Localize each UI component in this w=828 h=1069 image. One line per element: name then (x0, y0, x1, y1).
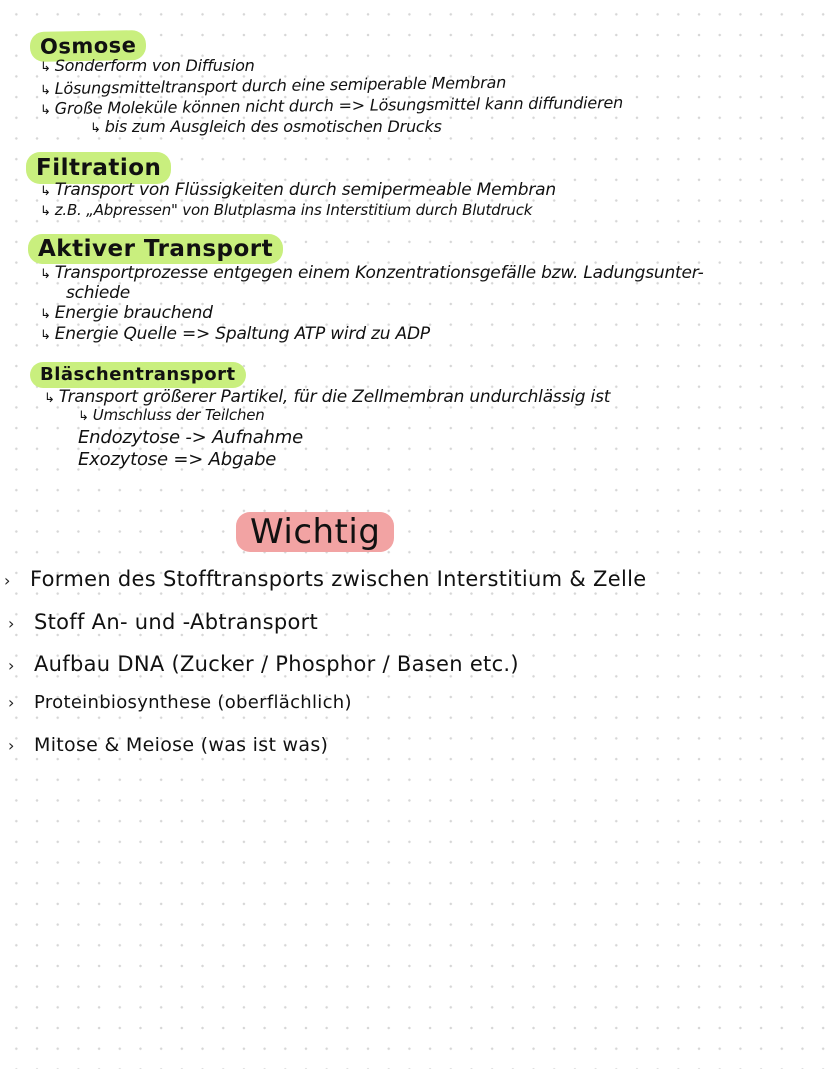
sub-arrow-icon: ↳ (40, 184, 51, 199)
sub-arrow-icon: ↳ (90, 121, 101, 136)
osmose-line: ↳ Sonderform von Diffusion (40, 56, 255, 75)
sub-arrow-icon: ↳ (40, 267, 51, 282)
aktiver-transport-heading: Aktiver Transport (28, 234, 283, 264)
chevron-icon: › (8, 614, 15, 633)
aktiv-line: ↳ Energie Quelle => Spaltung ATP wird zu ADP (40, 324, 430, 344)
filtration-line: ↳ z.B. „Abpressen" von Blutplasma ins Interstitium durch Blutdruck (40, 201, 533, 219)
sub-arrow-icon: ↳ (40, 328, 51, 343)
aktiv-line: schiede (66, 283, 131, 303)
blaeschentransport-heading: Bläschentransport (30, 362, 246, 388)
sub-arrow-icon: ↳ (40, 307, 51, 322)
blaeschen-line: ↳ Transport größerer Partikel, für die Zellmembran undurchlässig ist (44, 387, 611, 407)
sub-arrow-icon: ↳ (39, 102, 51, 119)
sub-arrow-icon: ↳ (44, 391, 55, 406)
filtration-heading: Filtration (26, 152, 171, 184)
wichtig-item: › Stoff An- und -Abtransport (8, 610, 319, 634)
wichtig-item: › Formen des Stofftransports zwischen Interstitium & Zelle (4, 567, 647, 591)
sub-arrow-icon: ↳ (40, 204, 51, 219)
aktiv-line: ↳ Transportprozesse entgegen einem Konzentrationsgefälle bzw. Ladungsunter- (40, 263, 704, 283)
sub-arrow-icon: ↳ (78, 409, 89, 424)
chevron-icon: › (4, 571, 11, 590)
osmose-line: ↳ Große Moleküle können nicht durch => Lösungsmittel kann diffundieren (39, 92, 624, 119)
blaeschen-line: Endozytose -> Aufnahme (78, 427, 303, 448)
sub-arrow-icon: ↳ (40, 60, 51, 75)
osmose-line: ↳ bis zum Ausgleich des osmotischen Drucks (90, 117, 442, 136)
wichtig-heading: Wichtig (236, 512, 394, 552)
wichtig-item: › Proteinbiosynthese (oberflächlich) (8, 692, 352, 713)
sub-arrow-icon: ↳ (39, 83, 51, 99)
chevron-icon: › (8, 693, 15, 712)
blaeschen-line: ↳ Umschluss der Teilchen (78, 406, 265, 424)
osmose-line: ↳ Lösungsmitteltransport durch eine semiperable Membran (39, 72, 507, 99)
wichtig-item: › Aufbau DNA (Zucker / Phosphor / Basen etc.) (8, 652, 519, 676)
chevron-icon: › (8, 656, 15, 675)
wichtig-item: › Mitose & Meiose (was ist was) (8, 734, 329, 756)
blaeschen-line: Exozytose => Abgabe (78, 449, 277, 470)
aktiv-line: ↳ Energie brauchend (40, 303, 213, 323)
filtration-line: ↳ Transport von Flüssigkeiten durch semipermeable Membran (40, 180, 556, 200)
osmose-heading: Osmose (30, 30, 147, 62)
chevron-icon: › (8, 736, 15, 755)
